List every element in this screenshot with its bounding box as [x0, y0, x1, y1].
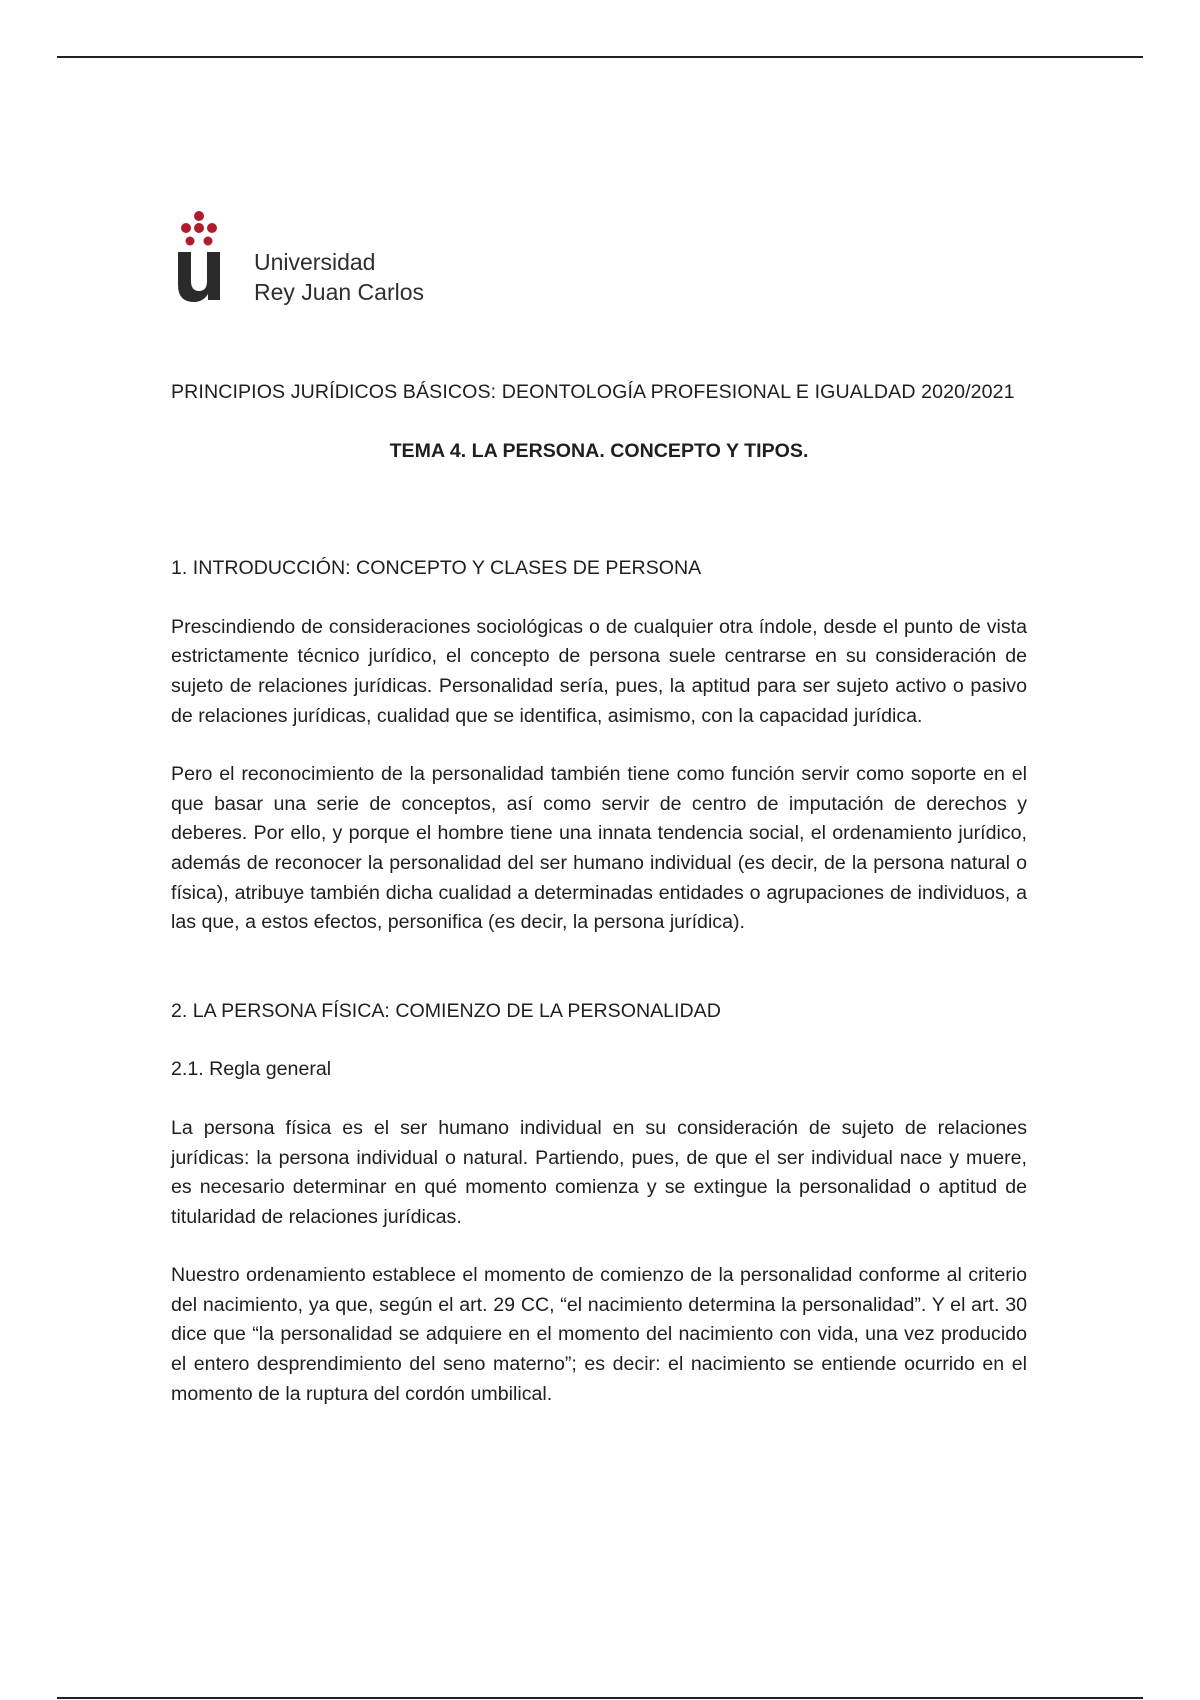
section-1-paragraph-2: Pero el reconocimiento de la personalidad también tiene como función servir como soporte en el que basar una serie de conceptos, así como servir de centro de imputación de derechos y deberes. Por ello, y porque el hombre tiene una innata tendencia social, el ordenamiento jurídico, además de reconocer la personalidad del ser humano individual (es decir, de la persona natural o física), atribuye también dicha cualidad a determinadas entidades o agrupaciones de individuos, a las que, a estos efectos, personifica (es decir, la persona jurídica).	[171, 763, 1027, 934]
section-1-heading: 1. INTRODUCCIÓN: CONCEPTO Y CLASES DE PERSONA	[171, 557, 702, 580]
document-body	[171, 378, 1027, 1409]
section-2-paragraph-2: Nuestro ordenamiento establece el momento de comienzo de la personalidad conforme al criterio del nacimiento, ya que, según el art. 29 CC, “el nacimiento determina la personalidad”. Y el art. 30 dice que “la personalidad se adquiere en el momento del nacimiento con vida, una vez producido el entero desprendimiento del seno materno”; es decir: el nacimiento se entiende ocurrido en el momento de la ruptura del cordón umbilical.	[171, 1264, 1027, 1405]
page-bottom-rule	[57, 1697, 1143, 1699]
section-2-1-heading: 2.1. Regla general	[171, 1058, 332, 1081]
tema-title: TEMA 4. LA PERSONA. CONCEPTO Y TIPOS.	[389, 439, 809, 462]
page-top-rule	[57, 56, 1143, 58]
section-1-paragraph-1: Prescindiendo de consideraciones sociológicas o de cualquier otra índole, desde el punto de vista estrictamente técnico jurídico, el concepto de persona suele centrarse en su consideración de sujeto de relaciones jurídicas. Personalidad sería, pues, la aptitud para ser sujeto activo o pasivo de relaciones jurídicas, cualidad que se identifica, asimismo, con la capacidad jurídica.	[171, 615, 1027, 727]
section-2-paragraph-1: La persona física es el ser humano individual en su consideración de sujeto de relaciones jurídicas: la persona individual o natural. Partiendo, pues, de que el ser individual nace y muere, es necesario determinar en qué momento comienza y se extingue la personalidad o aptitud de titularidad de relaciones jurídicas.	[171, 1116, 1027, 1228]
course-title: PRINCIPIOS JURÍDICOS BÁSICOS: DEONTOLOGÍA PROFESIONAL E IGUALDAD 2020/2021	[171, 381, 1015, 403]
crown-dots-u-logo-icon	[172, 205, 252, 305]
university-name	[254, 247, 424, 307]
university-name-line2: Rey Juan Carlos	[254, 279, 425, 305]
university-name-line1: Universidad	[254, 249, 376, 275]
university-logo	[172, 205, 425, 315]
section-2-heading: 2. LA PERSONA FÍSICA: COMIENZO DE LA PERSONALIDAD	[171, 999, 721, 1022]
